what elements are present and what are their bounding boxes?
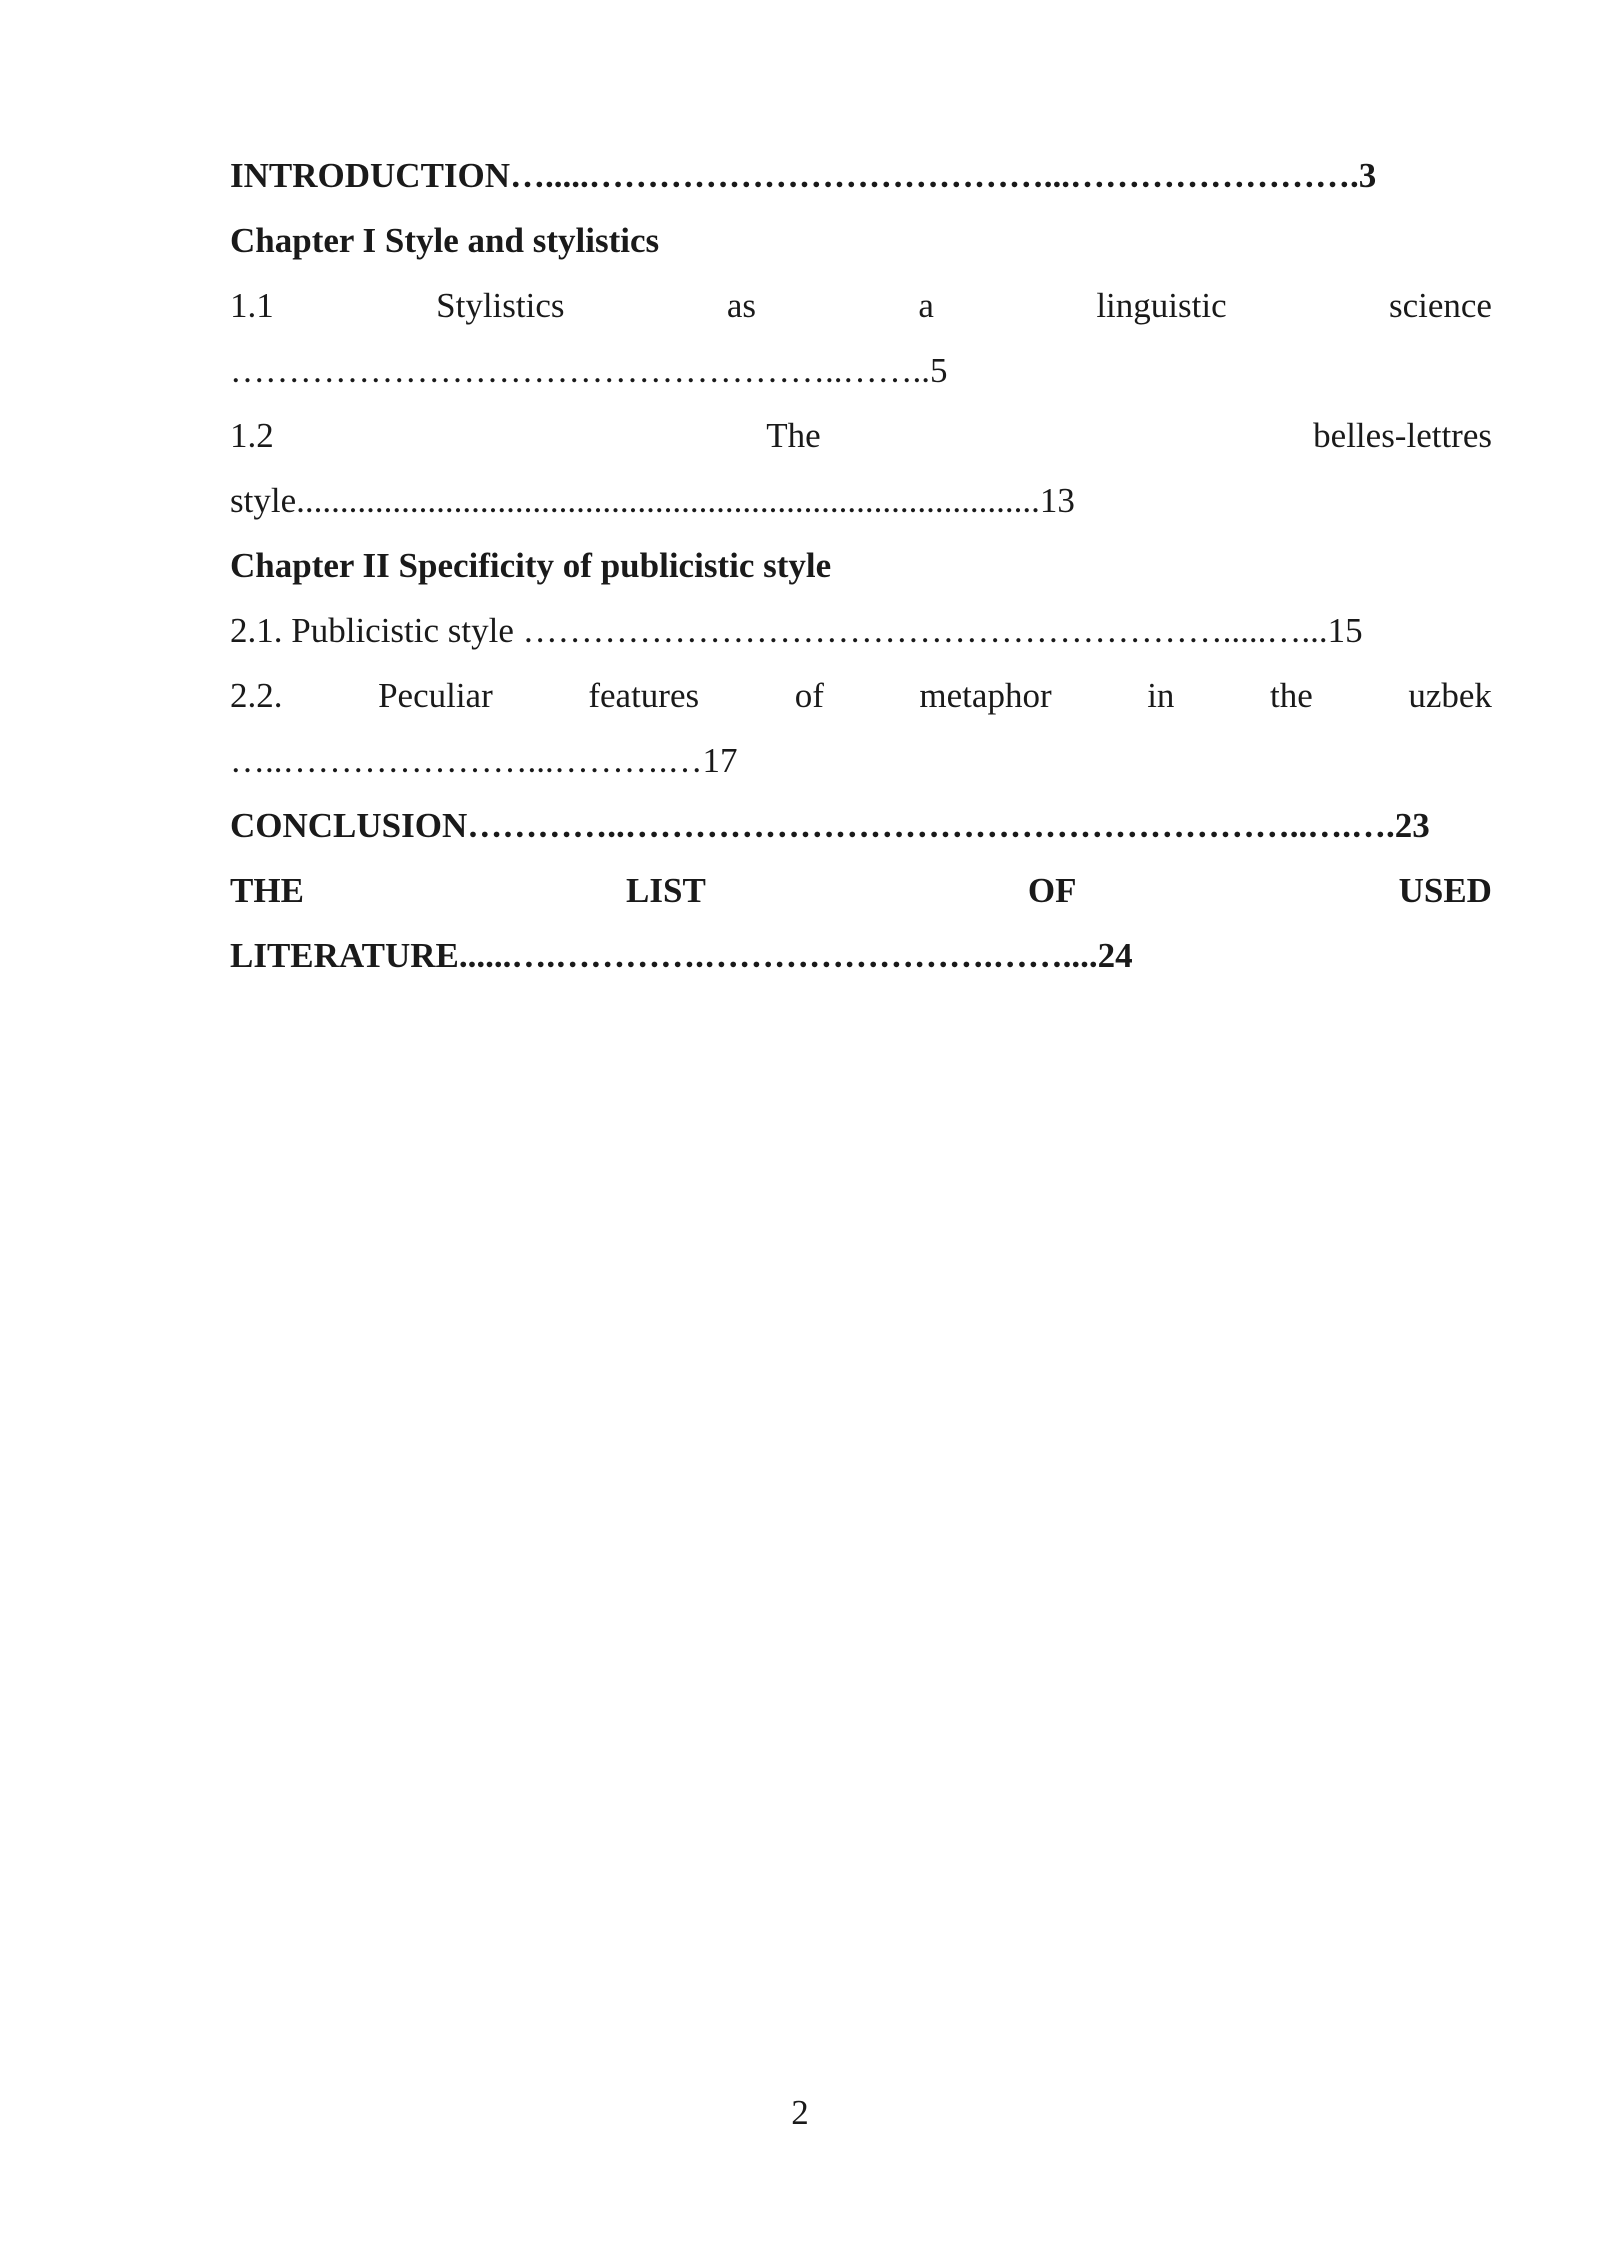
toc-word: uzbek xyxy=(1408,676,1492,715)
toc-word: a xyxy=(918,286,934,325)
toc-word: of xyxy=(794,676,824,715)
toc-item-1-1 xyxy=(230,273,1492,338)
toc-word: Peculiar xyxy=(378,676,493,715)
toc-word: LIST xyxy=(626,871,706,910)
toc-word: 1.2 xyxy=(230,416,274,455)
toc-word: Stylistics xyxy=(436,286,565,325)
toc-literature-leader: LITERATURE......….………….…………………….……....24 xyxy=(230,936,1133,975)
toc-word: 1.1 xyxy=(230,286,274,325)
toc-conclusion: CONCLUSION…………..…………………………………………………..….….23 xyxy=(230,806,1430,845)
toc-item-1-2 xyxy=(230,403,1492,468)
toc-introduction: INTRODUCTION….....…………………………………...…………………….3 xyxy=(230,156,1377,195)
toc-word: in xyxy=(1147,676,1175,715)
toc-item-1-2-leader: style.....................................................................................13 xyxy=(230,481,1075,520)
toc-word: features xyxy=(588,676,700,715)
toc-word: linguistic xyxy=(1096,286,1227,325)
toc-chapter-2-title: Chapter II Specificity of publicistic style xyxy=(230,546,832,585)
toc-word: as xyxy=(726,286,757,325)
toc-literature xyxy=(230,858,1492,923)
toc-word: metaphor xyxy=(919,676,1052,715)
toc-chapter-1-title: Chapter I Style and stylistics xyxy=(230,221,660,260)
toc-word: THE xyxy=(230,871,304,910)
toc-item-2-1: 2.1. Publicistic style …………………………………………………….....…...15 xyxy=(230,611,1363,650)
toc-word: belles-lettres xyxy=(1313,416,1492,455)
toc-word: The xyxy=(766,416,821,455)
toc-item-2-2-leader: …..…………………...……….…17 xyxy=(230,741,738,780)
toc-word: science xyxy=(1388,286,1492,325)
toc-word: OF xyxy=(1027,871,1077,910)
table-of-contents xyxy=(230,143,1492,988)
toc-item-1-1-leader: ……………………………………………..……..5 xyxy=(230,351,948,390)
page-number: 2 xyxy=(791,2093,809,2132)
toc-word: 2.2. xyxy=(230,676,283,715)
toc-word: the xyxy=(1270,676,1313,715)
toc-item-2-2 xyxy=(230,663,1492,728)
toc-word: USED xyxy=(1398,871,1492,910)
